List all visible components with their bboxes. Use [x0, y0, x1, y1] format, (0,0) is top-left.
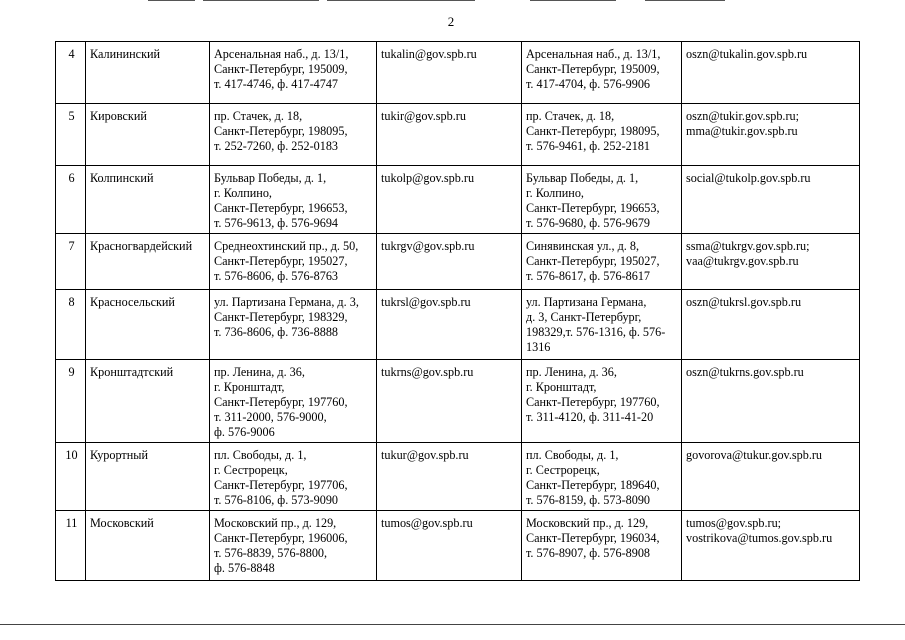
- social-department-address: пр. Стачек, д. 18, Санкт-Петербург, 198095, т. 576-9461, ф. 252-2181: [522, 104, 682, 166]
- top-rule-segment: [530, 0, 616, 1]
- social-department-email: govorova@tukur.gov.spb.ru: [682, 443, 860, 511]
- social-department-email: tumos@gov.spb.ru; vostrikova@tumos.gov.spb.ru: [682, 511, 860, 581]
- table-row: [56, 511, 860, 581]
- district-name: Красносельский: [86, 290, 210, 360]
- administration-email: tukrsl@gov.spb.ru: [377, 290, 522, 360]
- administration-email: tukrns@gov.spb.ru: [377, 360, 522, 443]
- district-name: Московский: [86, 511, 210, 581]
- administration-email: tukolp@gov.spb.ru: [377, 166, 522, 234]
- administration-email: tukur@gov.spb.ru: [377, 443, 522, 511]
- row-number: 5: [56, 104, 86, 166]
- bottom-rule: [0, 624, 905, 625]
- administration-address: Московский пр., д. 129, Санкт-Петербург, 196006, т. 576-8839, 576-8800, ф. 576-8848: [210, 511, 377, 581]
- social-department-address: Московский пр., д. 129, Санкт-Петербург, 196034, т. 576-8907, ф. 576-8908: [522, 511, 682, 581]
- row-number: 8: [56, 290, 86, 360]
- district-contacts-table: [55, 41, 860, 581]
- administration-email: tukir@gov.spb.ru: [377, 104, 522, 166]
- social-department-email: oszn@tukrsl.gov.spb.ru: [682, 290, 860, 360]
- social-department-address: Арсенальная наб., д. 13/1, Санкт-Петербург, 195009, т. 417-4704, ф. 576-9906: [522, 42, 682, 104]
- social-department-address: Бульвар Победы, д. 1, г. Колпино, Санкт-Петербург, 196653, т. 576-9680, ф. 576-9679: [522, 166, 682, 234]
- administration-email: tukrgv@gov.spb.ru: [377, 234, 522, 290]
- social-department-email: ssma@tukrgv.gov.spb.ru; vaa@tukrgv.gov.spb.ru: [682, 234, 860, 290]
- district-name: Кронштадтский: [86, 360, 210, 443]
- administration-address: Арсенальная наб., д. 13/1, Санкт-Петербург, 195009, т. 417-4746, ф. 417-4747: [210, 42, 377, 104]
- administration-address: пл. Свободы, д. 1, г. Сестрорецк, Санкт-Петербург, 197706, т. 576-8106, ф. 573-9090: [210, 443, 377, 511]
- social-department-email: oszn@tukrns.gov.spb.ru: [682, 360, 860, 443]
- top-rule-segment: [148, 0, 195, 1]
- district-name: Калининский: [86, 42, 210, 104]
- social-department-email: oszn@tukalin.gov.spb.ru: [682, 42, 860, 104]
- row-number: 4: [56, 42, 86, 104]
- social-department-address: пр. Ленина, д. 36, г. Кронштадт, Санкт-Петербург, 197760, т. 311-4120, ф. 311-41-20: [522, 360, 682, 443]
- table-row: [56, 234, 860, 290]
- district-name: Колпинский: [86, 166, 210, 234]
- top-rule-segment: [203, 0, 319, 1]
- table-row: [56, 360, 860, 443]
- district-name: Курортный: [86, 443, 210, 511]
- page-number: 2: [447, 14, 455, 29]
- table-row: [56, 290, 860, 360]
- social-department-email: oszn@tukir.gov.spb.ru; mma@tukir.gov.spb.ru: [682, 104, 860, 166]
- table-row: [56, 42, 860, 104]
- district-name: Красногвардейский: [86, 234, 210, 290]
- social-department-email: social@tukolp.gov.spb.ru: [682, 166, 860, 234]
- social-department-address: ул. Партизана Германа, д. 3, Санкт-Петербург, 198329,т. 576-1316, ф. 576- 1316: [522, 290, 682, 360]
- row-number: 10: [56, 443, 86, 511]
- administration-address: ул. Партизана Германа, д. 3, Санкт-Петербург, 198329, т. 736-8606, ф. 736-8888: [210, 290, 377, 360]
- administration-address: пр. Стачек, д. 18, Санкт-Петербург, 198095, т. 252-7260, ф. 252-0183: [210, 104, 377, 166]
- table-row: [56, 443, 860, 511]
- administration-email: tukalin@gov.spb.ru: [377, 42, 522, 104]
- top-rule-segment: [327, 0, 475, 1]
- row-number: 9: [56, 360, 86, 443]
- social-department-address: пл. Свободы, д. 1, г. Сестрорецк, Санкт-Петербург, 189640, т. 576-8159, ф. 573-8090: [522, 443, 682, 511]
- row-number: 6: [56, 166, 86, 234]
- administration-address: пр. Ленина, д. 36, г. Кронштадт, Санкт-Петербург, 197760, т. 311-2000, 576-9000, ф. 576-9006: [210, 360, 377, 443]
- administration-address: Бульвар Победы, д. 1, г. Колпино, Санкт-Петербург, 196653, т. 576-9613, ф. 576-9694: [210, 166, 377, 234]
- top-rule-segment: [645, 0, 725, 1]
- district-name: Кировский: [86, 104, 210, 166]
- administration-email: tumos@gov.spb.ru: [377, 511, 522, 581]
- table-row: [56, 166, 860, 234]
- row-number: 7: [56, 234, 86, 290]
- row-number: 11: [56, 511, 86, 581]
- administration-address: Среднеохтинский пр., д. 50, Санкт-Петербург, 195027, т. 576-8606, ф. 576-8763: [210, 234, 377, 290]
- social-department-address: Синявинская ул., д. 8, Санкт-Петербург, 195027, т. 576-8617, ф. 576-8617: [522, 234, 682, 290]
- table-row: [56, 104, 860, 166]
